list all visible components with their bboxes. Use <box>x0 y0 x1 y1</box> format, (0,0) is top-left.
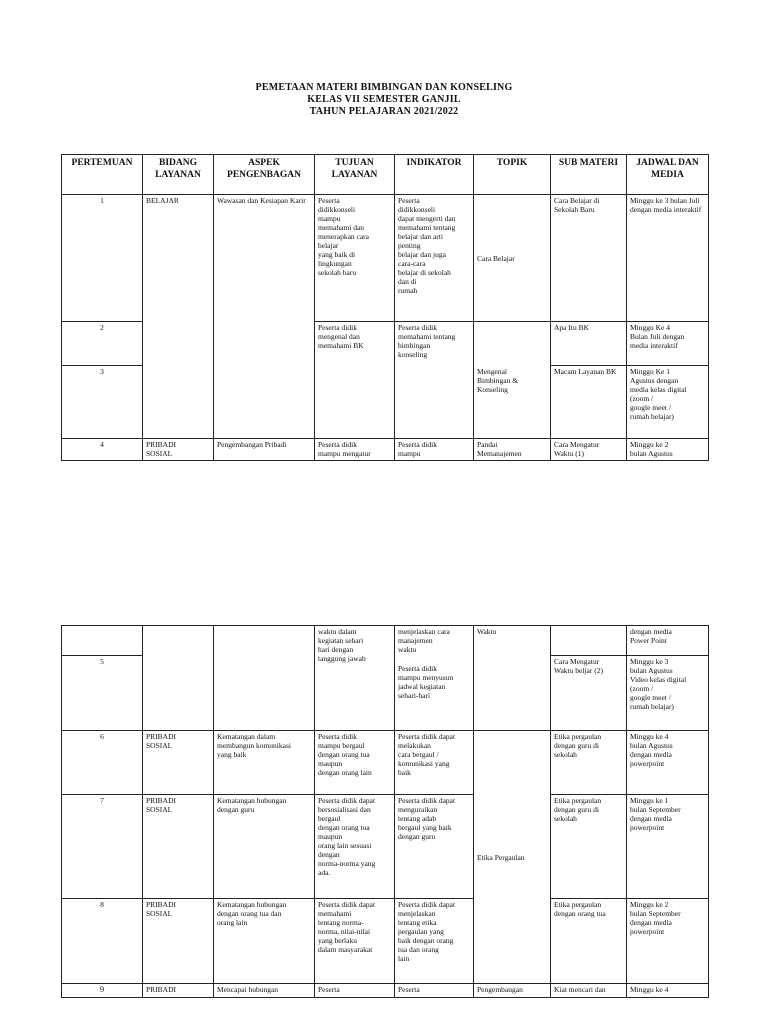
table-row <box>62 731 709 795</box>
row-9-bidang: PRIBADI <box>143 984 214 998</box>
row-7-bidang: PRIBADI SOSIAL <box>143 795 214 899</box>
row-6-jadwal: Minggu ke 4 bulan Agustus dengan media powerpoint <box>627 731 709 795</box>
cont-no <box>62 626 143 656</box>
row-8-tujuan: Peserta didik dapat memahami tentang norma- norma, nilai-nilai yang berlaku dalam masyarakat <box>315 899 395 984</box>
mapping-table-page-1 <box>61 154 709 461</box>
row-3-jadwal: Minggu Ke 1 Agustus dengan media kelas digital (zoom / google meet / rumah belajar) <box>627 366 709 439</box>
row-6-bidang: PRIBADI SOSIAL <box>143 731 214 795</box>
document-title <box>0 82 768 118</box>
table-header-row <box>62 155 709 195</box>
row-2-topik: Mengenal Bimbingan & Konseling <box>474 322 551 439</box>
row-1-topik: Cara Belajar <box>474 195 551 322</box>
cont-topik: Waktu <box>474 626 551 731</box>
row-4-indikator: Peserta didik mampu <box>395 439 474 461</box>
row-9-no: 9 <box>62 984 143 998</box>
row-2-jadwal: Minggu Ke 4 Bulan Juli dengan media interaktif <box>627 322 709 366</box>
header-indikator: INDIKATOR <box>395 155 474 195</box>
cont-jadwal: dengan media Power Point <box>627 626 709 656</box>
row-7-no: 7 <box>62 795 143 899</box>
header-jadwal-media: JADWAL DAN MEDIA <box>627 155 709 195</box>
row-6-tujuan: Peserta didik mampu bergaul dengan orang tua maupun dengan orang lain <box>315 731 395 795</box>
row-7-aspek: Kematangan hubungan dengan guru <box>214 795 315 899</box>
row-6-aspek: Kematangan dalam membangun komunikasi yang baik <box>214 731 315 795</box>
row-1-aspek: Wawasan dan Kesiapan Karir <box>214 195 315 439</box>
row-9-sub-materi: Kiat mencari dan <box>551 984 627 998</box>
row-6-sub-materi: Etika pergaulan dengan guru di sekolah <box>551 731 627 795</box>
row-5-sub-materi: Cara Mengatur Waktu beljar (2) <box>551 656 627 731</box>
row-7-jadwal: Minggu ke 1 bulan September dengan media powerpoint <box>627 795 709 899</box>
row-8-bidang: PRIBADI SOSIAL <box>143 899 214 984</box>
header-tujuan-layanan: TUJUAN LAYANAN <box>315 155 395 195</box>
row-7-indikator: Peserta didik dapat menguraikan tentang adab bergaul yang baik dengan guru <box>395 795 474 899</box>
row-6-no: 6 <box>62 731 143 795</box>
row-9-indikator: Peserta <box>395 984 474 998</box>
mapping-table-page-2 <box>61 625 709 998</box>
row-4-no: 4 <box>62 439 143 461</box>
header-pertemuan: PERTEMUAN <box>62 155 143 195</box>
row-1-sub-materi: Cara Belajar di Sekolah Baru <box>551 195 627 322</box>
row-2-indikator: Peserta didik memahami tentang bimbingan konseling <box>395 322 474 439</box>
row-7-topik: Etika Pergaulan <box>474 731 551 984</box>
cont-indikator: menjelaskan cara manajemen waktu Peserta didik mampu menyusun jadwal kegiatan sehari-hari <box>395 626 474 731</box>
row-8-no: 8 <box>62 899 143 984</box>
header-aspek-pengembangan: ASPEK PENGENBAGAN <box>214 155 315 195</box>
row-4-bidang: PRIBADI SOSIAL <box>143 439 214 461</box>
row-4-tujuan: Peserta didik mampu mengatur <box>315 439 395 461</box>
header-topik: TOPIK <box>474 155 551 195</box>
row-7-sub-materi: Etika pergaulan dengan guru di sekolah <box>551 795 627 899</box>
row-3-no: 3 <box>62 366 143 439</box>
row-8-indikator: Peserta didik dapat menjelaskan tentang etika pergaulan yang baik dengan orang tua dan orang lain <box>395 899 474 984</box>
row-9-aspek: Mencapai hubungan <box>214 984 315 998</box>
row-2-no: 2 <box>62 322 143 366</box>
header-bidang-layanan: BIDANG LAYANAN <box>143 155 214 195</box>
cont-sub-materi <box>551 626 627 656</box>
table-row <box>62 795 709 899</box>
table-row <box>62 439 709 461</box>
table-row <box>62 195 709 322</box>
row-8-aspek: Kematangan hubungan dengan orang tua dan orang lain <box>214 899 315 984</box>
row-1-bidang: BELAJAR <box>143 195 214 439</box>
row-7-tujuan: Peserta didik dapat bersosialisasi dan bergaul dengan orang tua maupun orang lain sesuasi dengan norma-norma yang ada. <box>315 795 395 899</box>
row-2-sub-materi: Apa Itu BK <box>551 322 627 366</box>
row-2-tujuan: Peserta didik mengenal dan memahami BK <box>315 322 395 439</box>
row-9-jadwal: Minggu ke 4 <box>627 984 709 998</box>
row-1-jadwal: Minggu ke 3 bulan Juli dengan media interaktif <box>627 195 709 322</box>
cont-tujuan: waktu dalam kegiatan sehari hari dengan tanggung jawab <box>315 626 395 731</box>
table-row <box>62 984 709 998</box>
row-1-tujuan: Peserta didikkonseli mampu memahami dan menerapkan cara belajar yang baik di lingkungan sekolah baru <box>315 195 395 322</box>
row-5-jadwal: Minggu ke 3 bulan Agustus Video kelas digital (zoom / google meet / rumah belajar) <box>627 656 709 731</box>
title-line-2: KELAS VII SEMESTER GANJIL <box>307 94 461 105</box>
row-9-tujuan: Peserta <box>315 984 395 998</box>
row-4-aspek: Pengembangan Pribadi <box>214 439 315 461</box>
row-1-indikator: Peserta didikkonseli dapat mengerti dan memahami tentang belajar dan arti penting belajar dan juga cara-cara belajar di sekolah dan di rumah <box>395 195 474 322</box>
cont-aspek <box>214 626 315 731</box>
row-5-no: 5 <box>62 656 143 731</box>
row-4-jadwal: Minggu ke 2 bulan Agustus <box>627 439 709 461</box>
title-line-3: TAHUN PELAJARAN 2021/2022 <box>309 106 459 117</box>
table-row <box>62 899 709 984</box>
row-9-topik: Pengembangan <box>474 984 551 998</box>
header-sub-materi: SUB MATERI <box>551 155 627 195</box>
row-8-sub-materi: Etika pergaulan dengan orang tua <box>551 899 627 984</box>
row-5-indikator: Peserta didik mampu menyusun jadwal kegiatan sehari-hari <box>398 664 454 700</box>
row-3-sub-materi: Macam Layanan BK <box>551 366 627 439</box>
row-1-no: 1 <box>62 195 143 322</box>
cont-bidang <box>143 626 214 731</box>
table-row <box>62 626 709 656</box>
row-8-jadwal: Minggu ke 2 bulan September dengan media powerpoint <box>627 899 709 984</box>
title-line-1: PEMETAAN MATERI BIMBINGAN DAN KONSELING <box>255 82 513 93</box>
row-4-topik: Pandai Memanajemen <box>474 439 551 461</box>
row-6-indikator: Peserta didik dapat melakukan cara bergaul / komunikasi yang baik <box>395 731 474 795</box>
row-4-sub-materi: Cara Mengatur Waktu (1) <box>551 439 627 461</box>
